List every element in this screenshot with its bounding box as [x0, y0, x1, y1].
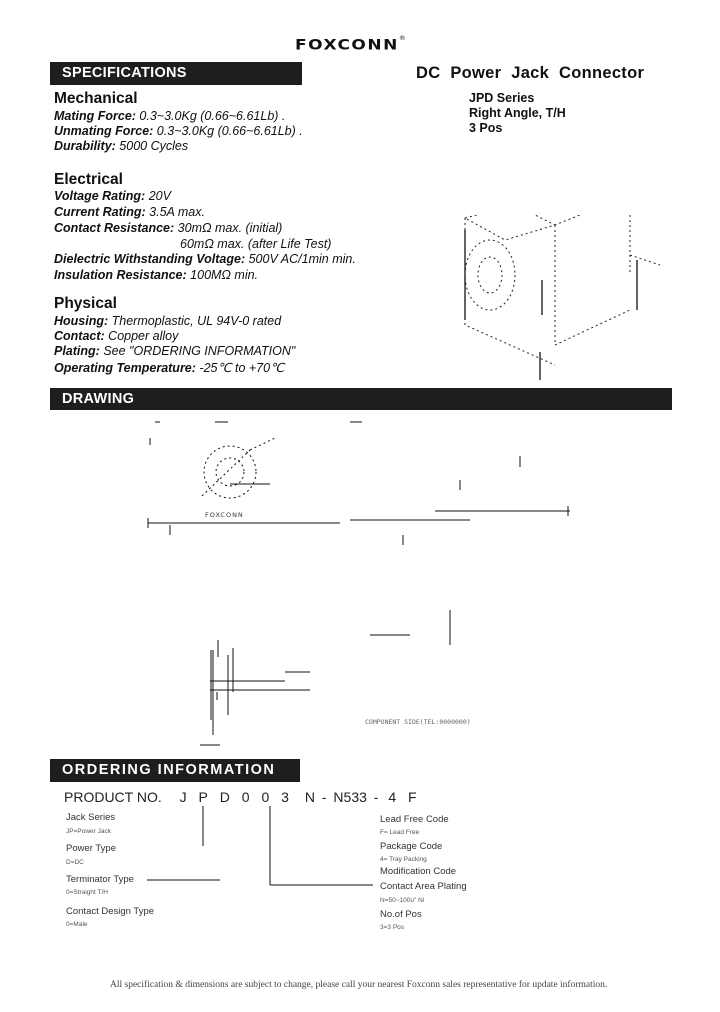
field-option: 0=Straight T/H: [66, 889, 108, 896]
positions-label: 3 Pos: [469, 121, 503, 135]
field-option: JP=Power Jack: [66, 828, 111, 835]
field-option: N=50~100u" Ni: [380, 897, 425, 904]
physical-heading: Physical: [54, 295, 117, 312]
field-label: Lead Free Code: [380, 814, 449, 825]
field-label: Terminator Type: [66, 874, 134, 885]
field-option: D=DC: [66, 859, 84, 866]
drawing-header: DRAWING: [50, 388, 672, 410]
spec-line: Plating: See "ORDERING INFORMATION": [54, 344, 296, 358]
spec-line: Insulation Resistance: 100MΩ min.: [54, 268, 259, 282]
field-option: 0=Male: [66, 921, 88, 928]
field-label: Jack Series: [66, 812, 116, 823]
spec-line: Mating Force: 0.3~3.0Kg (0.66~6.61Lb) .: [54, 109, 286, 123]
spec-line: Housing: Thermoplastic, UL 94V-0 rated: [54, 314, 282, 328]
svg-text:FOXCONN: FOXCONN: [205, 511, 244, 519]
mechanical-heading: Mechanical: [54, 90, 138, 107]
spec-line: Contact: Copper alloy: [54, 329, 179, 343]
field-option: F= Lead Free: [380, 829, 420, 836]
orientation-label: Right Angle, T/H: [469, 106, 566, 120]
document-title: DC Power Jack Connector: [416, 64, 645, 82]
field-label: Power Type: [66, 843, 116, 854]
electrical-heading: Electrical: [54, 171, 123, 188]
spec-line: Operating Temperature: -25℃ to +70℃: [54, 361, 285, 375]
field-label: Contact Design Type: [66, 906, 155, 917]
field-label: No.of Pos: [380, 909, 422, 920]
product-number: PRODUCT NO. J P D 0 0 3 N - N533 - 4 F: [64, 789, 417, 805]
spec-line: Voltage Rating: 20V: [54, 189, 171, 203]
field-label: Package Code: [380, 841, 443, 852]
series-label: JPD Series: [469, 91, 535, 105]
svg-text:COMPONENT SIDE(TEL:0000000): COMPONENT SIDE(TEL:0000000): [365, 718, 471, 726]
spec-line: Unmating Force: 0.3~3.0Kg (0.66~6.61Lb) .: [54, 124, 303, 138]
spec-line: Dielectric Withstanding Voltage: 500V AC/1min min.: [54, 252, 356, 266]
spec-line: 60mΩ max. (after Life Test): [180, 237, 332, 251]
spec-line: Durability: 5000 Cycles: [54, 139, 189, 153]
field-label: Contact Area Plating: [380, 881, 467, 892]
footer-disclaimer: All specification & dimensions are subject to change, please call your nearest Foxconn sales representative for update information.: [110, 980, 608, 990]
ordering-header: ORDERING INFORMATION: [50, 759, 300, 782]
foxconn-logo: FOXCONN®: [295, 35, 408, 54]
field-label: Modification Code: [380, 866, 457, 877]
field-option: 3=3 Pos: [380, 924, 405, 931]
spec-line: Contact Resistance: 30mΩ max. (initial): [54, 221, 283, 235]
spec-line: Current Rating: 3.5A max.: [54, 205, 205, 219]
field-option: 4= Tray Packing: [380, 856, 427, 863]
specifications-header: SPECIFICATIONS: [50, 62, 302, 85]
